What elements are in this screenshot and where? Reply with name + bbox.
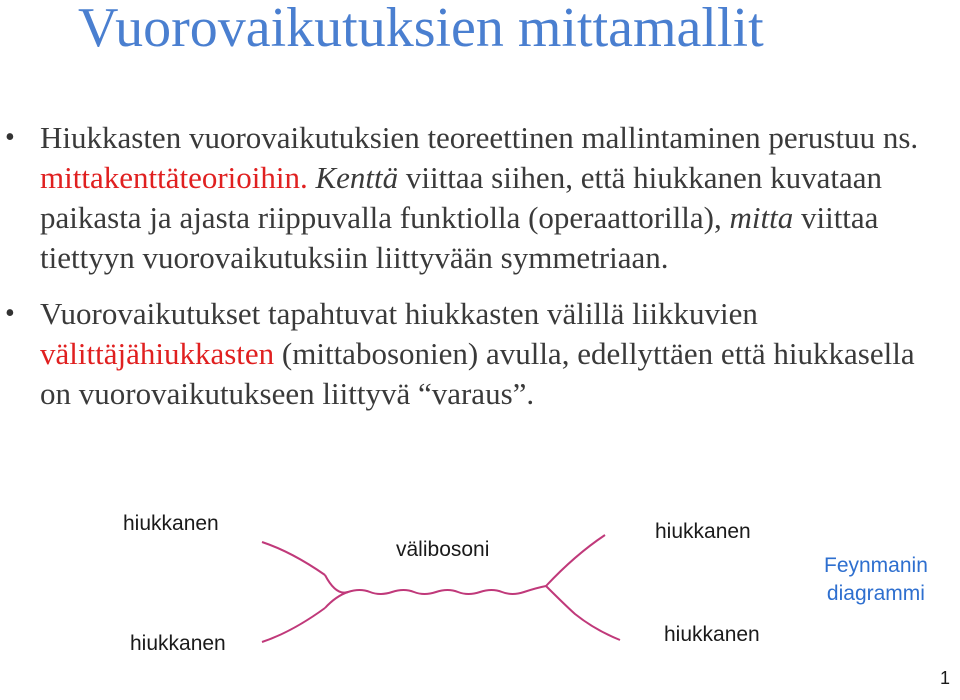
page-number: 1 — [939, 668, 950, 688]
bullet-1-text: Hiukkasten vuorovaikutuksien teoreettinen mallintaminen perustuu ns. — [40, 120, 919, 155]
slide-title: Vuorovaikutuksien mittamallit — [78, 0, 764, 59]
label-boson: välibosoni — [396, 538, 490, 561]
diagram-caption-line-1: Feynmanin — [824, 554, 928, 577]
diagram-caption — [824, 552, 928, 608]
bullet-1-text-2: viittaa siihen, että hiukkanen kuvataan paikasta ja ajasta riippuvalla funktiolla (operaattorilla), — [40, 160, 882, 235]
bullet-marker: • — [5, 298, 15, 329]
outgoing-particle-bottom-line — [546, 586, 620, 640]
diagram-caption-line-2: diagrammi — [826, 582, 925, 605]
label-bottom-right-particle: hiukkanen — [664, 623, 760, 646]
label-top-right-particle: hiukkanen — [655, 520, 751, 543]
boson-join-bottom — [325, 592, 348, 608]
bullet-marker: • — [5, 122, 15, 153]
bullet-1-space — [308, 160, 316, 195]
bullet-1-emphasis-kentta: Kenttä — [315, 160, 399, 195]
bullet-item-2 — [0, 294, 930, 414]
bullet-1-text-3: viittaa tiettyyn vuorovaikutuksiin liittyvään symmetriaan. — [40, 200, 879, 275]
bullet-1-highlight: mittakenttäteorioihin. — [40, 160, 308, 195]
bullet-2-text: Vuorovaikutukset tapahtuvat hiukkasten välillä liikkuvien — [40, 296, 758, 331]
outgoing-particle-top-line — [546, 535, 605, 586]
label-top-left-particle: hiukkanen — [123, 512, 219, 535]
label-bottom-left-particle: hiukkanen — [130, 632, 226, 655]
bullet-1-emphasis-mitta: mitta — [729, 200, 794, 235]
bullet-2-highlight: välittäjähiukkasten — [40, 336, 275, 371]
bullet-item-1 — [0, 118, 930, 278]
bullet-list — [0, 118, 930, 430]
incoming-particle-top-line — [262, 542, 325, 575]
incoming-particle-bottom-line — [262, 608, 325, 642]
boson-wavy-line — [325, 575, 546, 594]
bullet-2-text-2: (mittabosonien) avulla, edellyttäen että hiukkasella on vuorovaikutukseen liittyvä “varaus”. — [40, 336, 915, 411]
feynman-diagram — [0, 500, 960, 695]
